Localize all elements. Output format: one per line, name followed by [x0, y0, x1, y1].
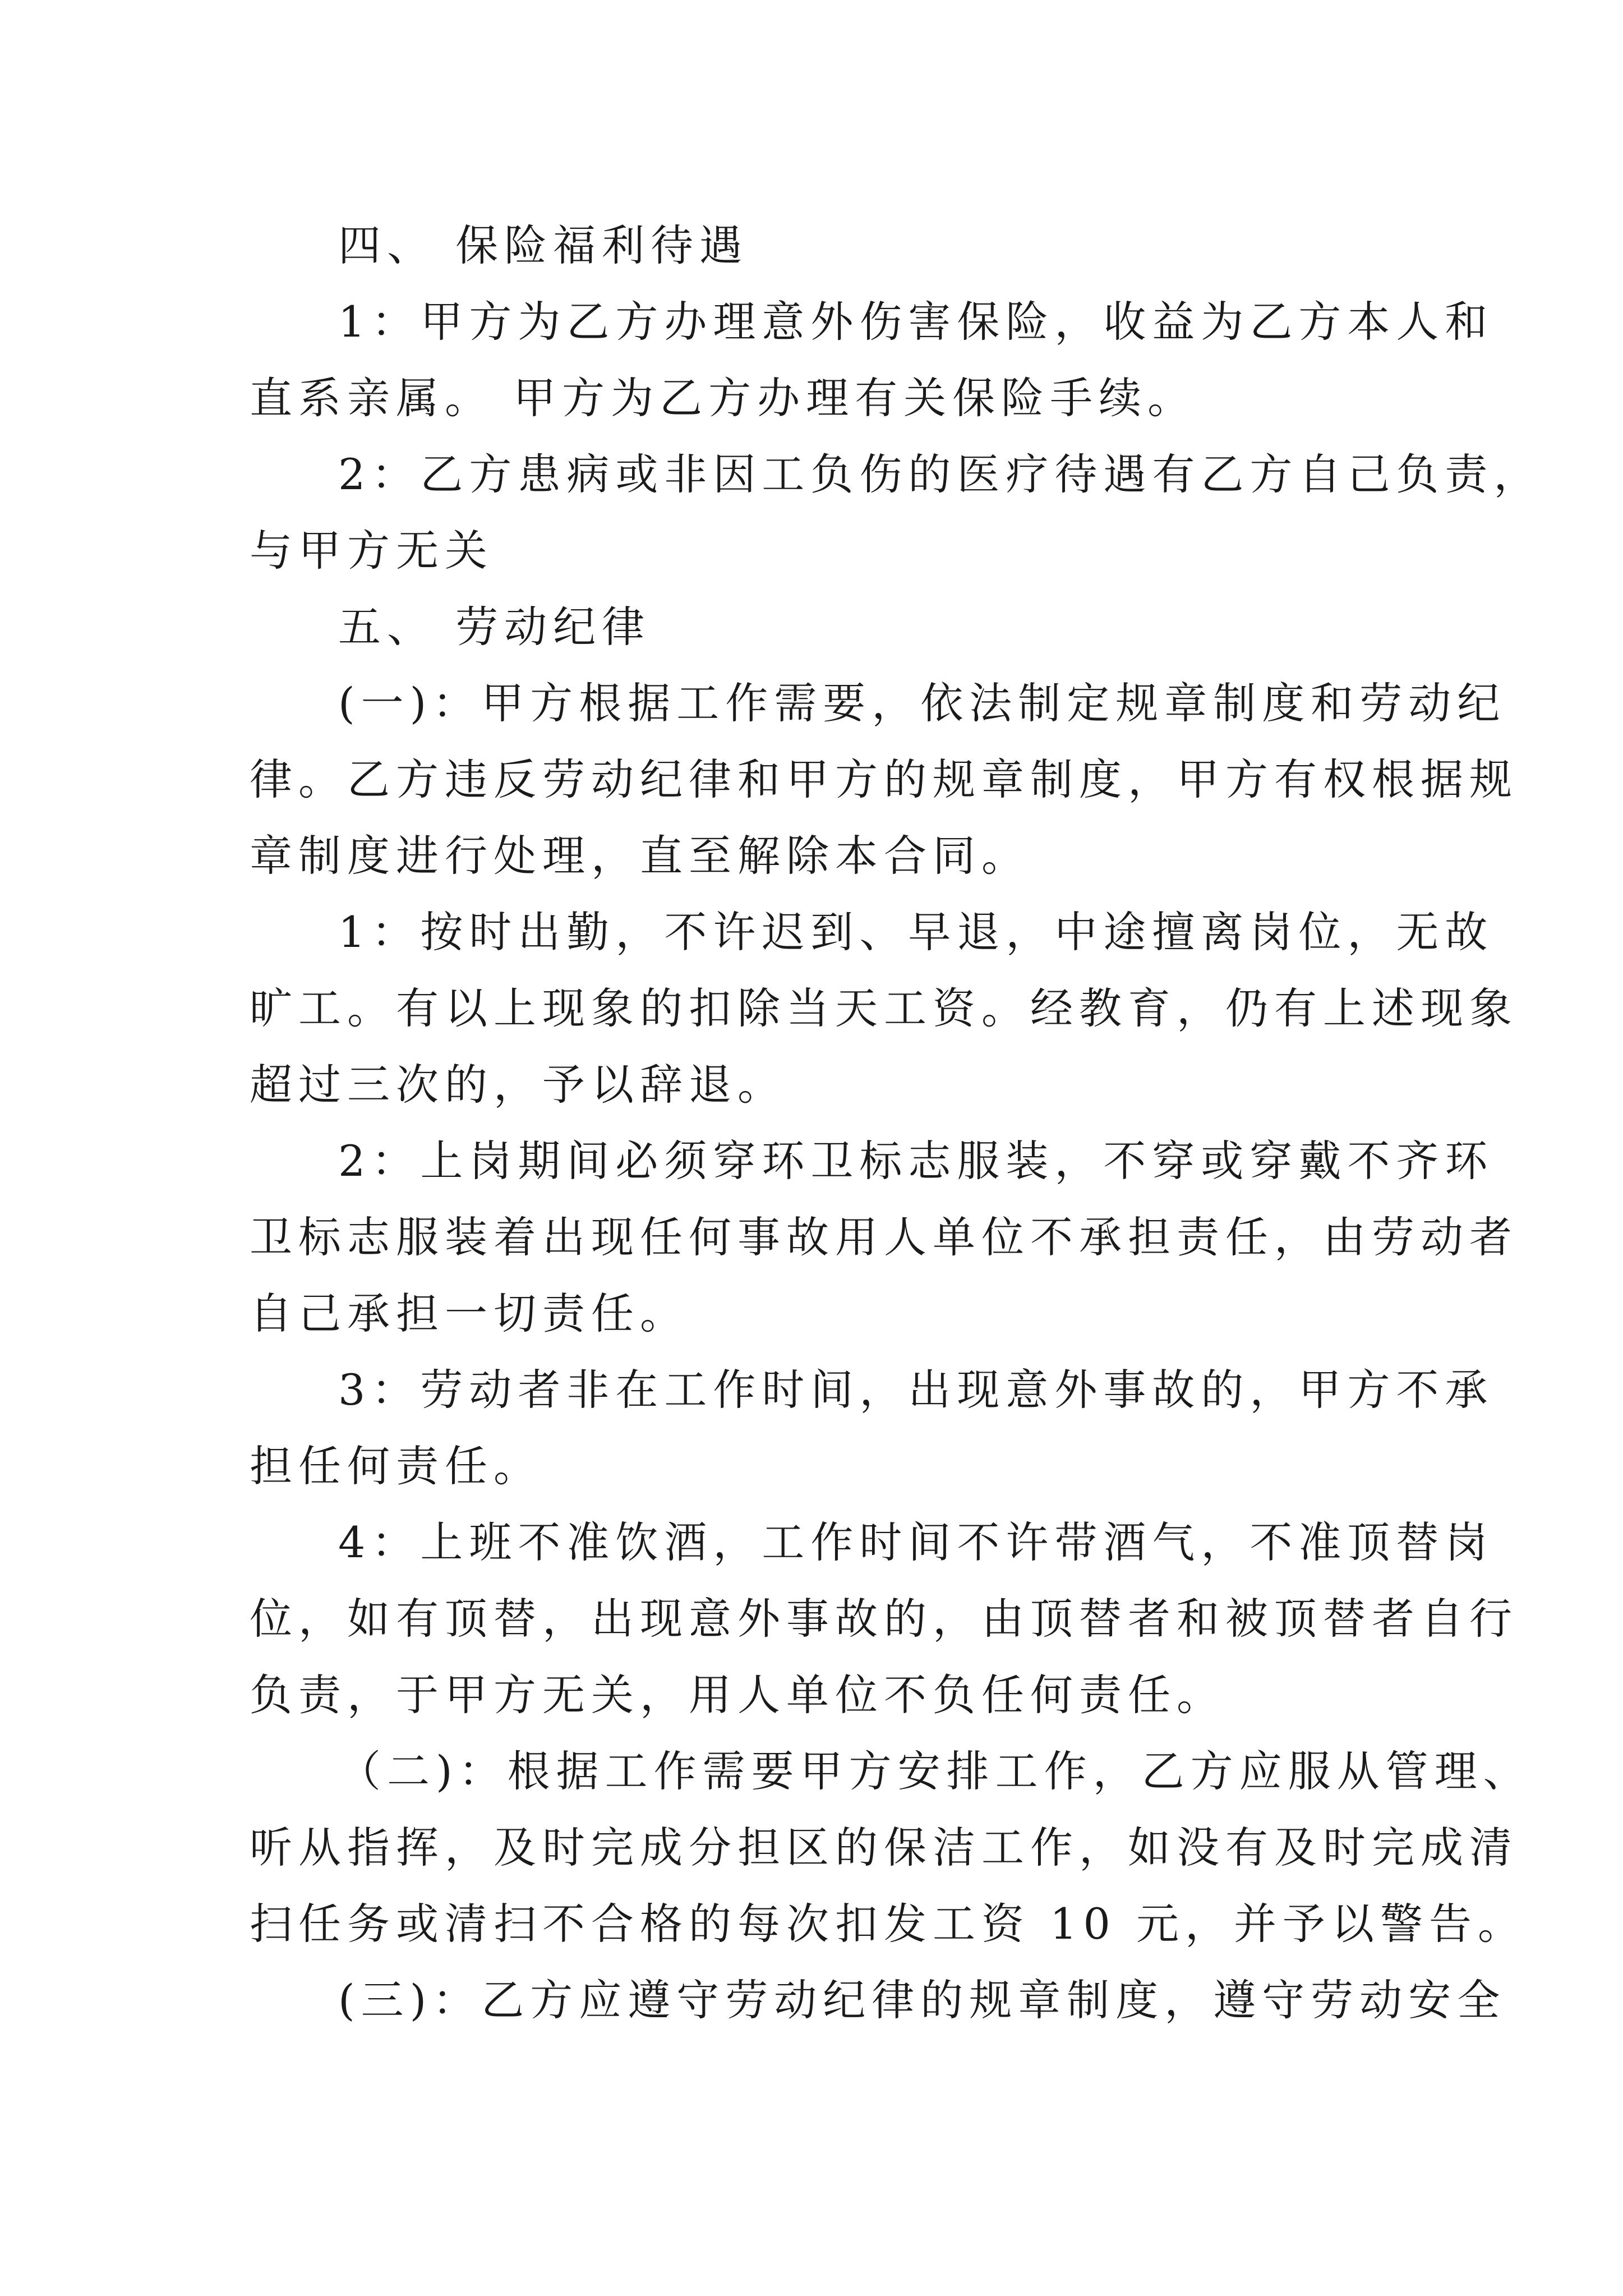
paragraph-line: 卫标志服装着出现任何事故用人单位不承担责任，由劳动者: [250, 1212, 1518, 1262]
document-body: [250, 208, 1543, 2039]
paragraph-line: （二)：根据工作需要甲方安排工作，乙方应服从管理、: [338, 1746, 1532, 1796]
paragraph-line: 自己承担一切责任。: [250, 1289, 689, 1338]
paragraph-line: 扫任务或清扫不合格的每次扣发工资 10 元，并予以警告。: [250, 1899, 1527, 1949]
section-heading-discipline: 五、 劳动纪律: [338, 602, 651, 652]
paragraph-line: 听从指挥，及时完成分担区的保洁工作，如没有及时完成清: [250, 1823, 1518, 1872]
paragraph-line: 2：上岗期间必须穿环卫标志服装，不穿或穿戴不齐环: [338, 1136, 1494, 1186]
paragraph-line: 3：劳动者非在工作时间，出现意外事故的，甲方不承: [338, 1365, 1494, 1415]
paragraph-line: (一)：甲方根据工作需要，依法制定规章制度和劳动纪: [338, 678, 1506, 728]
paragraph-line: 与甲方无关: [250, 526, 494, 576]
paragraph-line: 负责，于甲方无关，用人单位不负任何责任。: [250, 1670, 1225, 1720]
paragraph-line: 4：上班不准饮酒，工作时间不许带酒气，不准顶替岗: [338, 1517, 1494, 1567]
paragraph-line: (三)：乙方应遵守劳动纪律的规章制度，遵守劳动安全: [338, 1975, 1506, 2025]
paragraph-line: 担任何责任。: [250, 1441, 542, 1491]
paragraph-line: 位，如有顶替，出现意外事故的，由顶替者和被顶替者自行: [250, 1594, 1518, 1644]
paragraph-line: 旷工。有以上现象的扣除当天工资。经教育，仍有上述现象: [250, 983, 1518, 1033]
paragraph-line: 1：按时出勤，不许迟到、早退，中途擅离岗位，无故: [338, 907, 1494, 957]
paragraph-line: 律。乙方违反劳动纪律和甲方的规章制度，甲方有权根据规: [250, 754, 1518, 804]
paragraph-line: 直系亲属。 甲方为乙方办理有关保险手续。: [250, 373, 1197, 423]
paragraph-line: 超过三次的，予以辞退。: [250, 1060, 786, 1110]
paragraph-line: 2：乙方患病或非因工负伤的医疗待遇有乙方自己负责，: [338, 449, 1543, 499]
paragraph-line: 章制度进行处理，直至解除本合同。: [250, 831, 1030, 881]
section-heading-insurance: 四、 保险福利待遇: [338, 220, 749, 270]
paragraph-line: 1：甲方为乙方办理意外伤害保险，收益为乙方本人和: [338, 297, 1494, 347]
